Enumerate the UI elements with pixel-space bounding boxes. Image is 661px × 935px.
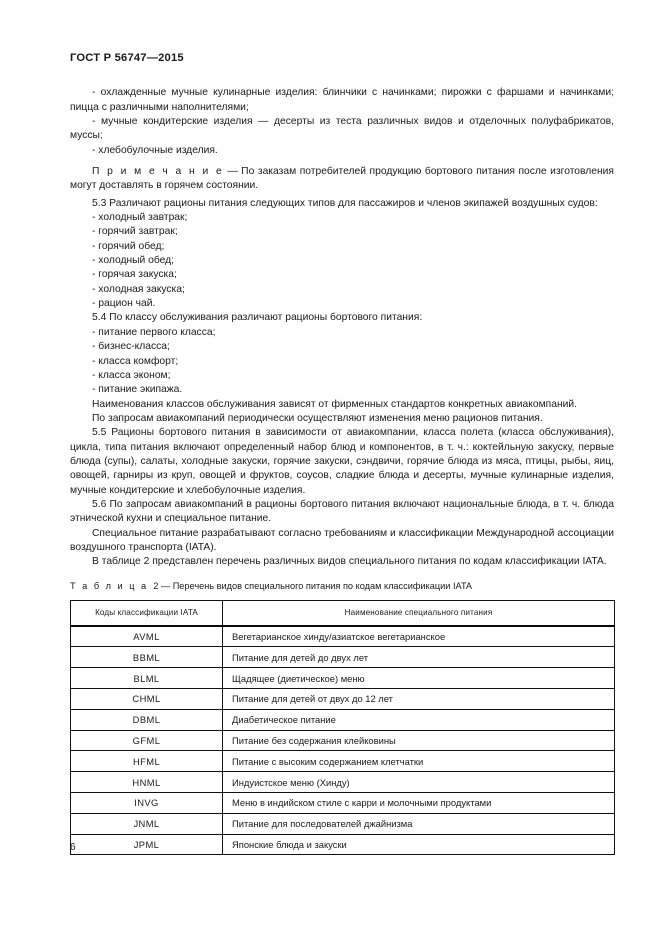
cell-code: BBML — [71, 647, 223, 668]
list-item-bakery-products: - хлебобулочные изделия. — [92, 144, 218, 156]
list-item-class-0: - питание первого класса; — [92, 326, 216, 338]
column-header-meal-name: Наименование специального питания — [223, 600, 615, 626]
list-item-ration-0: - холодный завтрак; — [92, 212, 188, 224]
page-content — [70, 52, 614, 855]
paragraph-table-reference: В таблице 2 представлен перечень различных видов специального питания по кодам классификации IATA. — [92, 556, 607, 568]
clause-5-3: 5.3 Различают рационы питания следующих типов для пассажиров и членов экипажей воздушных судов: — [92, 197, 598, 209]
table-caption — [70, 580, 614, 593]
clause-5-5: 5.5 Рационы бортового питания в зависимости от авиакомпании, класса полета (класса обслуживания), цикла, типа питания включают определенный набор блюд и компонентов, в т. ч.: коктейльную закуску, первые блюда (супы), салаты, холодные закуски, горячие закуски, сэндвичи, горячие блюда из мяса, птицы, рыбы, яиц, овощей, гарниры из круп, овощей и фруктов, соусов, сладкие блюда и десерты, мучные кулинарные изделия, мучные кондитерские и хлебобулочные изделия. — [70, 427, 614, 496]
list-item-flour-confectionery: - мучные кондитерские изделия — десерты из теста различных видов и отделочных полуфабрикатов, муссы; — [70, 116, 614, 142]
list-item-ration-1: - горячий завтрак; — [92, 226, 178, 238]
table-row — [71, 668, 615, 689]
page-number: 6 — [70, 842, 76, 853]
table-row — [71, 709, 615, 730]
list-item-class-2: - класса комфорт; — [92, 355, 179, 367]
cell-name: Питание для детей от двух до 12 лет — [223, 689, 615, 710]
note-paragraph — [70, 165, 614, 194]
table-caption-label: Т а б л и ц а — [70, 580, 149, 591]
table-row — [71, 834, 615, 855]
table-body — [71, 626, 615, 855]
note-body-text: — По заказам потребителей продукцию бортового питания после изготовления могут доставлять в горячем состоянии. — [70, 166, 614, 192]
table-caption-number: 2 — [153, 580, 159, 591]
cell-name: Индуистское меню (Хинду) — [223, 772, 615, 793]
paragraph-menu-changes: По запросам авиакомпаний периодически осуществляют изменения меню рационов питания. — [92, 412, 543, 424]
clause-5-6: 5.6 По запросам авиакомпаний в рационы бортового питания включают национальные блюда, в т. ч. блюда этнической кухни и специальное питание. — [70, 498, 614, 525]
cell-code: CHML — [71, 689, 223, 710]
table-row — [71, 751, 615, 772]
table-row — [71, 689, 615, 710]
list-item-ration-2: - горячий обед; — [92, 240, 165, 252]
spacer — [70, 158, 614, 165]
cell-name: Питание с высоким содержанием клетчатки — [223, 751, 615, 772]
cell-code: AVML — [71, 626, 223, 647]
cell-name: Питание без содержания клейковины — [223, 730, 615, 751]
document-header-standard-number: ГОСТ Р 56747—2015 — [70, 52, 184, 64]
list-item-chilled-flour-products: - охлажденные мучные кулинарные изделия: блинчики с начинками; пирожки с фаршами и начинками; пицца с различными наполнителями; — [70, 87, 614, 113]
note-label: П р и м е ч а н и е — [92, 166, 224, 178]
cell-name: Щадящее (диетическое) меню — [223, 668, 615, 689]
list-item-class-4: - питание экипажа. — [92, 384, 183, 396]
table-row — [71, 793, 615, 814]
table-row — [71, 647, 615, 668]
spacer — [70, 593, 614, 600]
paragraph-class-names: Наименования классов обслуживания зависят от фирменных стандартов конкретных авиакомпаний. — [92, 398, 577, 410]
cell-name: Японские блюда и закуски — [223, 834, 615, 855]
table-row — [71, 772, 615, 793]
clause-5-4: 5.4 По классу обслуживания различают рационы бортового питания: — [92, 312, 423, 324]
cell-name: Питание для последователей джайнизма — [223, 813, 615, 834]
table-row — [71, 813, 615, 834]
cell-code: HNML — [71, 772, 223, 793]
cell-code: JNML — [71, 813, 223, 834]
list-item-ration-6: - рацион чай. — [92, 298, 156, 310]
cell-code: INVG — [71, 793, 223, 814]
table-caption-text: — Перечень видов специального питания по кодам классификации IATA — [160, 580, 473, 591]
list-item-class-3: - класса эконом; — [92, 369, 171, 381]
table-row — [71, 626, 615, 647]
cell-name: Питание для детей до двух лет — [223, 647, 615, 668]
list-item-ration-4: - горячая закуска; — [92, 269, 177, 281]
spacer — [70, 570, 614, 577]
list-item-ration-5: - холодная закуска; — [92, 283, 185, 295]
cell-code: GFML — [71, 730, 223, 751]
cell-name: Диабетическое питание — [223, 709, 615, 730]
iata-special-meal-codes-table — [70, 600, 615, 856]
cell-code: BLML — [71, 668, 223, 689]
table-header-row — [71, 600, 615, 626]
list-item-class-1: - бизнес-класса; — [92, 341, 170, 353]
cell-name: Меню в индийском стиле с карри и молочными продуктами — [223, 793, 615, 814]
paragraph-special-food-iata: Специальное питание разрабатывают согласно требованиям и классификации Международной ассоциации воздушного транспорта (IATA). — [70, 527, 614, 553]
cell-code: HFML — [71, 751, 223, 772]
cell-name: Вегетарианское хинду/азиатское вегетарианское — [223, 626, 615, 647]
cell-code: JPML — [71, 834, 223, 855]
list-item-ration-3: - холодный обед; — [92, 255, 175, 267]
column-header-iata-codes: Коды классификации IATA — [71, 600, 223, 626]
cell-code: DBML — [71, 709, 223, 730]
table-row — [71, 730, 615, 751]
